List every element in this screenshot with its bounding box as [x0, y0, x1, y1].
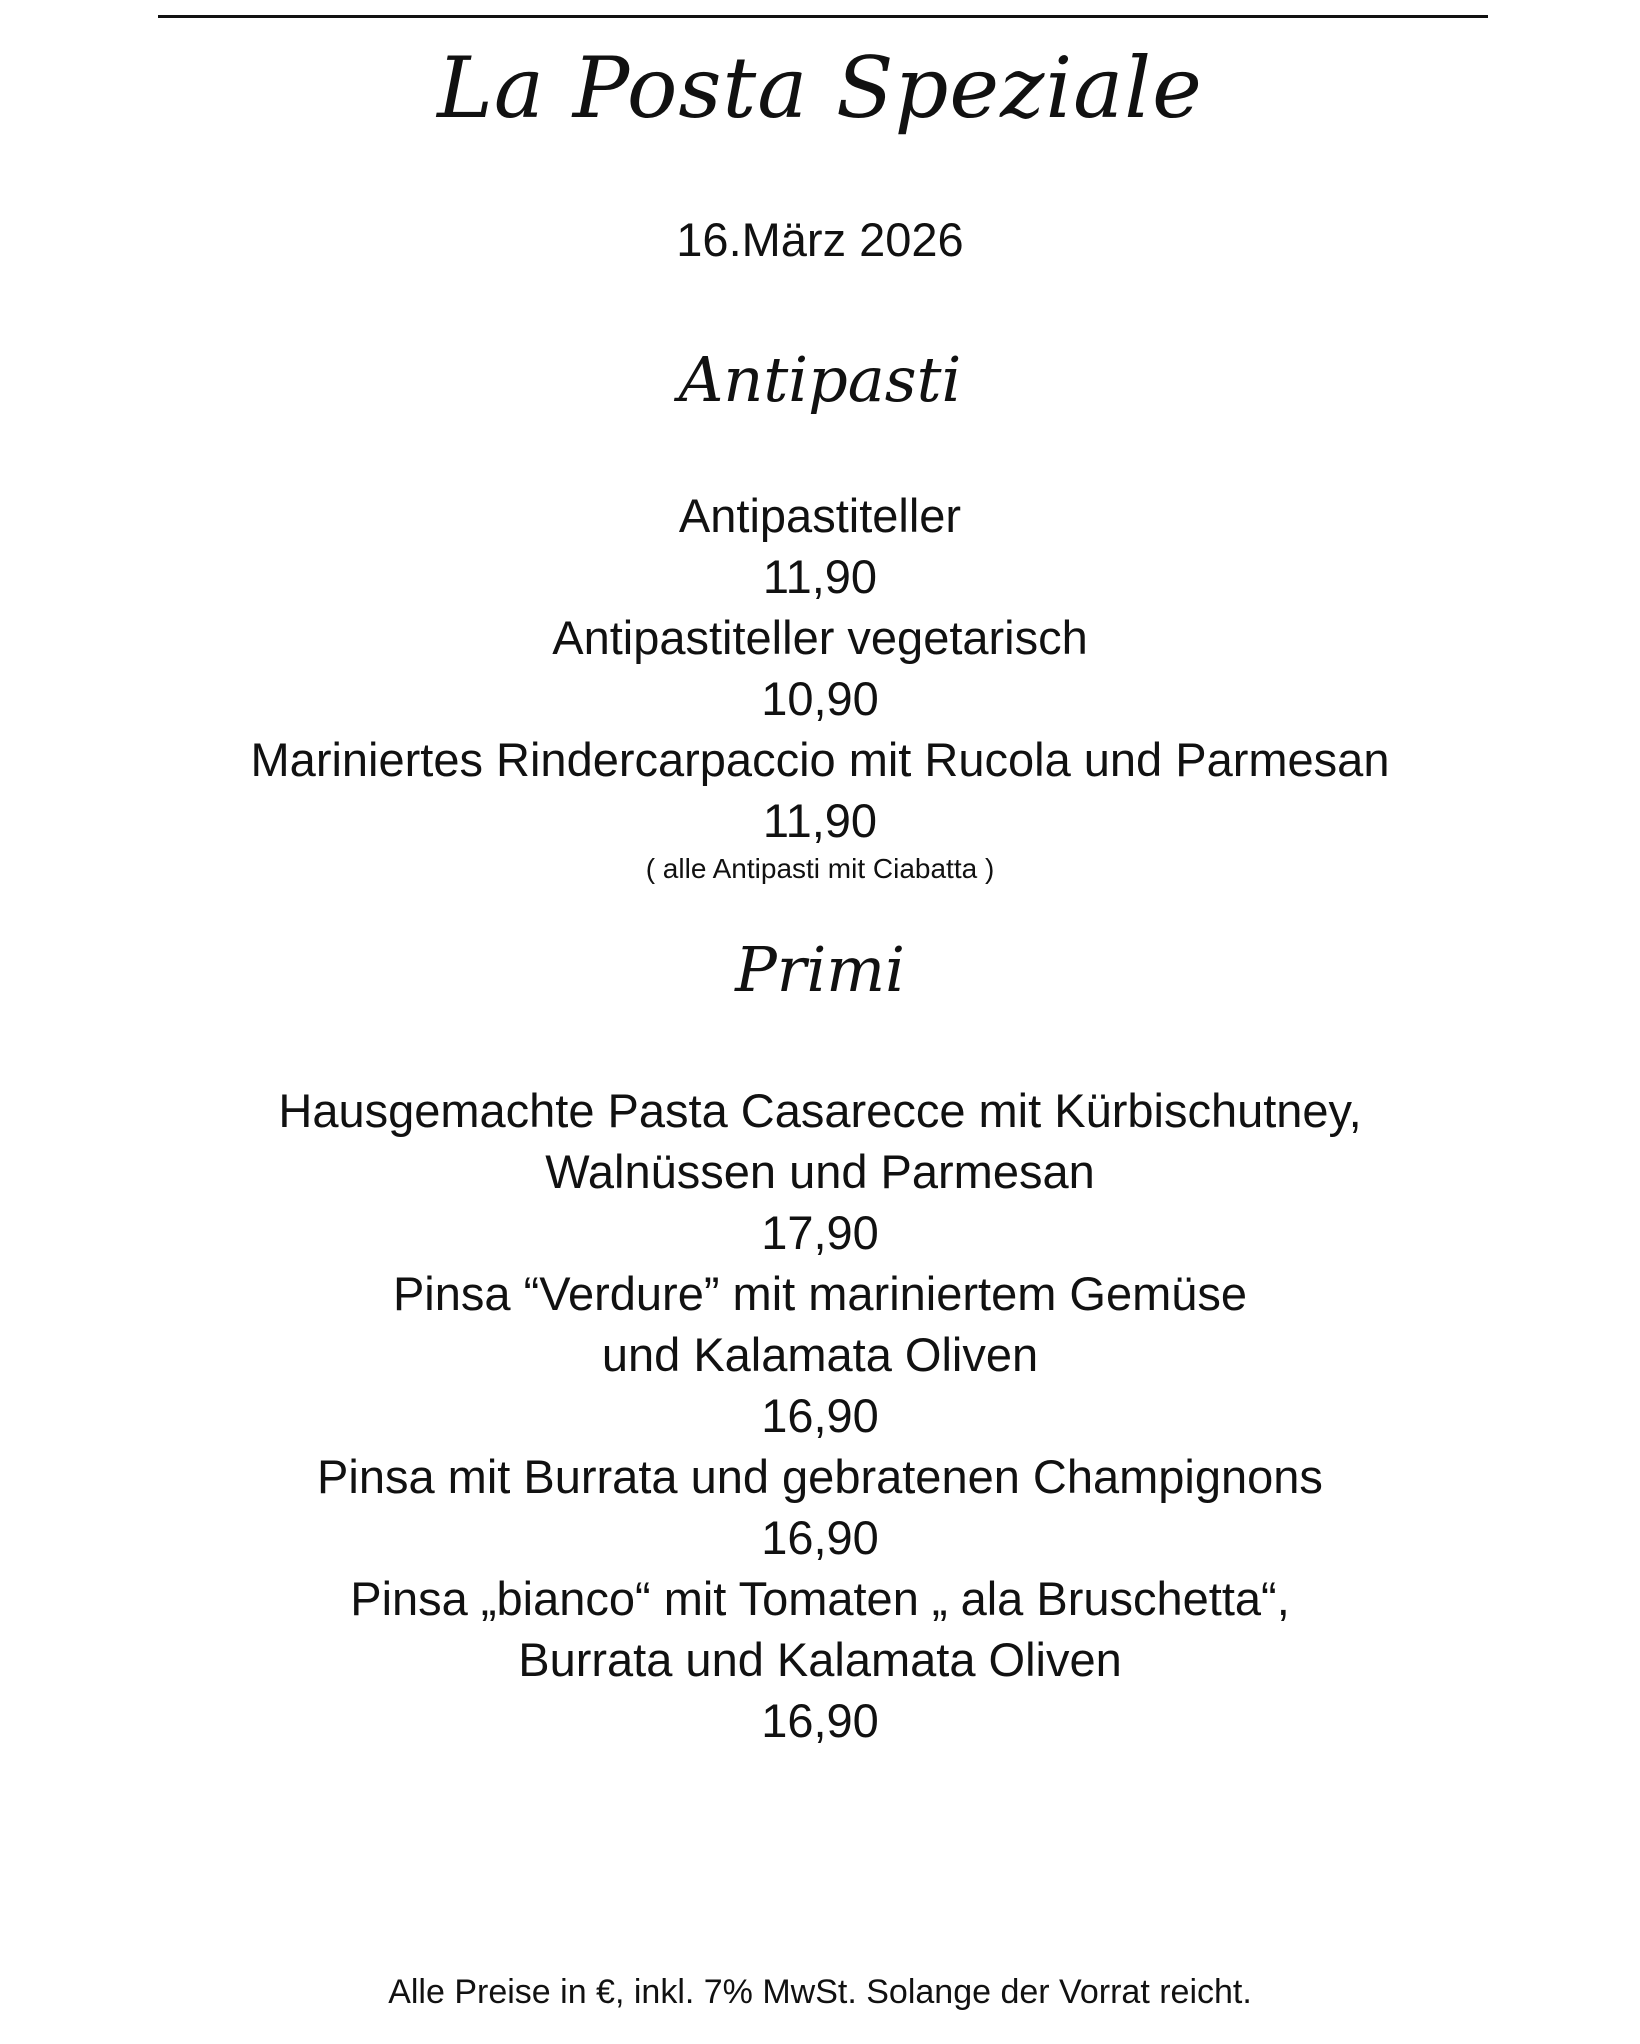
menu-item-name: Walnüssen und Parmesan — [545, 1145, 1095, 1198]
menu-item-name: Pinsa “Verdure” mit mariniertem Gemüse — [392, 1267, 1248, 1320]
menu-item-price: 10,90 — [761, 672, 879, 725]
top-divider — [158, 15, 1488, 18]
menu-item-name: und Kalamata Oliven — [601, 1328, 1039, 1381]
menu-item-price: 11,90 — [762, 550, 878, 603]
price-footnote: Alle Preise in €, inkl. 7% MwSt. Solange der Vorrat reicht. — [388, 1973, 1252, 2011]
menu-title: La Posta Speziale — [437, 39, 1203, 137]
menu-item-name: Mariniertes Rindercarpaccio mit Rucola und Parmesan — [250, 733, 1390, 786]
menu-item-price: 16,90 — [761, 1511, 879, 1564]
antipasti-list — [0, 485, 1640, 887]
section-heading-primi: Primi — [735, 933, 905, 1006]
menu-item-name: Burrata und Kalamata Oliven — [518, 1633, 1122, 1686]
menu-item-name: Pinsa mit Burrata und gebratenen Champignons — [317, 1450, 1323, 1503]
menu-item-price: 17,90 — [761, 1206, 879, 1259]
primi-list — [0, 1080, 1640, 1751]
section-heading-antipasti: Antipasti — [678, 343, 962, 416]
section-note: ( alle Antipasti mit Ciabatta ) — [645, 853, 995, 884]
menu-item-name: Antipastiteller vegetarisch — [552, 611, 1088, 664]
menu-item-price: 16,90 — [761, 1694, 879, 1747]
menu-item-price: 16,90 — [761, 1389, 879, 1442]
menu-item-name: Hausgemachte Pasta Casarecce mit Kürbischutney, — [278, 1084, 1362, 1137]
menu-item-price: 11,90 — [762, 794, 878, 847]
menu-item-name: Pinsa „bianco“ mit Tomaten „ ala Bruschetta“, — [350, 1572, 1290, 1625]
menu-date: 16.März 2026 — [676, 213, 964, 266]
menu-item-name: Antipastiteller — [678, 489, 962, 542]
